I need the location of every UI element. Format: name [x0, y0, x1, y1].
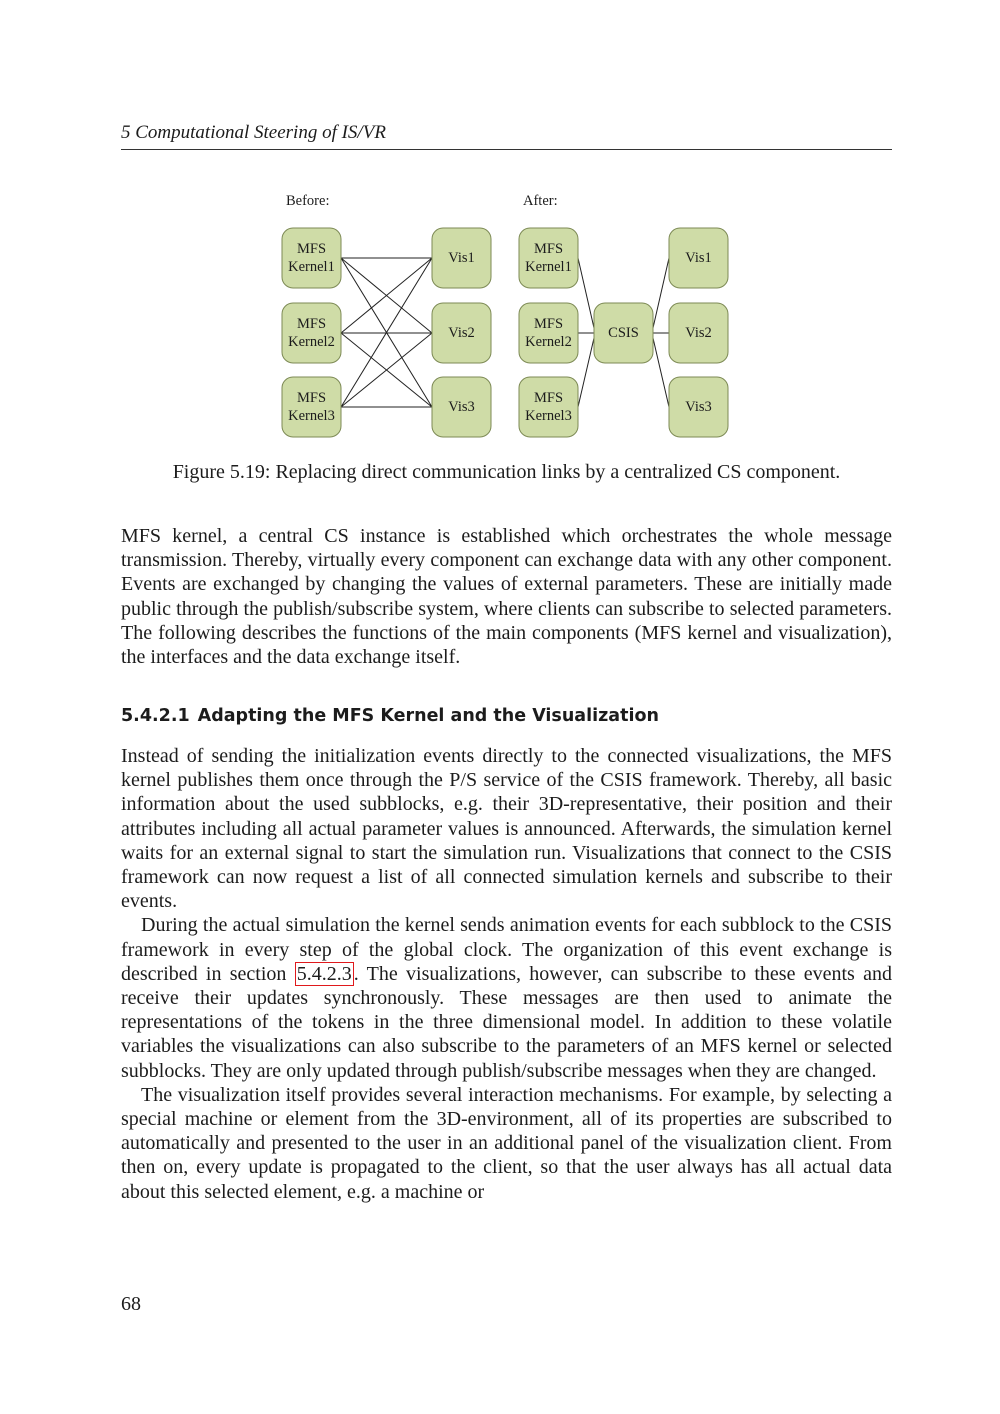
- after-kernel-3: [519, 377, 578, 437]
- node-label: Vis3: [685, 399, 712, 415]
- after-vis-2: [669, 303, 728, 363]
- node-label-line2: Kernel1: [525, 259, 572, 275]
- after-vis-3: [669, 377, 728, 437]
- node-label: Vis2: [685, 325, 712, 341]
- node-label-line2: Kernel3: [525, 408, 572, 424]
- node-label-line1: MFS: [296, 241, 327, 257]
- after-label: After:: [523, 193, 558, 209]
- before-vis-1: [432, 228, 491, 288]
- edge-k1-csis: [578, 258, 594, 328]
- edge-csis-v3: [653, 338, 669, 407]
- node-box: [519, 228, 578, 288]
- page-number: 68: [121, 1293, 141, 1315]
- body-section-text: [121, 744, 892, 1204]
- node-label-line1: MFS: [533, 390, 564, 406]
- node-label-line2: Kernel2: [525, 334, 572, 350]
- after-vis-1: [669, 228, 728, 288]
- node-box: [519, 303, 578, 363]
- node-box: [519, 377, 578, 437]
- before-vis-3: [432, 377, 491, 437]
- node-label-line2: Kernel1: [288, 259, 335, 275]
- paragraph-2: Instead of sending the initialization events directly to the connected visualizations, the MFS kernel publishes them once through the P/S service of the CSIS framework. Thereby, all basic information about the used subblocks, e.g. their 3D-representative, their position and their attributes including all actual parameter values is announced. Afterwards, the simulation kernel waits for an external signal to start the simulation run. Visualizations that connect to the CSIS framework can now request a list of all connected simulation kernels and subscribe to their events.: [121, 745, 892, 913]
- node-label: Vis1: [685, 250, 712, 266]
- node-label: Vis1: [448, 250, 475, 266]
- before-label: Before:: [286, 193, 330, 209]
- running-head: 5 Computational Steering of IS/VR: [121, 121, 892, 150]
- node-box: [282, 303, 341, 363]
- section-reference-link[interactable]: 5.4.2.3: [296, 962, 352, 985]
- paragraph-3-end: . The visualizations, however, can subscribe to these events and receive their updates synchronously. These messages are then used to animate the representations of the tokens in the three dimensional model. In addition to these volatile variables the visualizations can also subscribe to the parameters of an MFS kernel or selected subblocks. They are only updated through publish/subscribe messages when they are changed.: [121, 962, 893, 1082]
- before-vis-2: [432, 303, 491, 363]
- node-label-line1: MFS: [296, 390, 327, 406]
- before-kernel-1: [282, 228, 341, 288]
- figure-5-19: [0, 180, 1000, 450]
- edge-csis-v1: [653, 258, 669, 328]
- edge-k3-csis: [578, 338, 594, 407]
- paragraph-3: [121, 913, 892, 1082]
- after-kernel-2: [519, 303, 578, 363]
- section-heading: [121, 704, 892, 728]
- paragraph-3-start: During the actual simulation the kernel sends animation events for each subblock to the CSIS framework in every step of the global clock. The organization of this event exchange is described in section: [121, 914, 892, 985]
- node-label: Vis3: [448, 399, 475, 415]
- node-box: [282, 377, 341, 437]
- before-edges: [341, 258, 432, 407]
- section-number: 5.4.2.1: [121, 706, 190, 726]
- after-kernel-1: [519, 228, 578, 288]
- csis-node: [594, 303, 653, 363]
- node-box: [282, 228, 341, 288]
- before-kernel-2: [282, 303, 341, 363]
- node-label: Vis2: [448, 325, 475, 341]
- node-label-line2: Kernel3: [288, 408, 335, 424]
- paragraph-4: The visualization itself provides several interaction mechanisms. For example, by selecting a special machine or element from the 3D-environment, all of its properties are subscribed to automatically and presented to the user in an additional panel of the visualization client. From then on, every update is propagated to the client, so that the user always has all actual data about this selected element, e.g. a machine or: [121, 1083, 892, 1203]
- node-label-line1: MFS: [533, 241, 564, 257]
- section-title: Adapting the MFS Kernel and the Visualization: [197, 706, 659, 726]
- node-label-line1: MFS: [296, 316, 327, 332]
- body-paragraph-1: [121, 524, 892, 669]
- paragraph-text: MFS kernel, a central CS instance is established which orchestrates the whole message transmission. Thereby, virtually every component can exchange data with any other component. Events are exchanged by changing the values of external parameters. These are initially made public through the publish/subscribe system, where clients can subscribe to selected parameters. The following describes the functions of the main components (MFS kernel and visualization), the interfaces and the data exchange itself.: [121, 525, 892, 669]
- node-label-line1: MFS: [533, 316, 564, 332]
- before-kernel-3: [282, 377, 341, 437]
- figure-caption: Figure 5.19: Replacing direct communication links by a centralized CS component.: [172, 461, 841, 483]
- node-label: CSIS: [608, 325, 639, 341]
- architecture-diagram: [0, 180, 1000, 450]
- node-label-line2: Kernel2: [288, 334, 335, 350]
